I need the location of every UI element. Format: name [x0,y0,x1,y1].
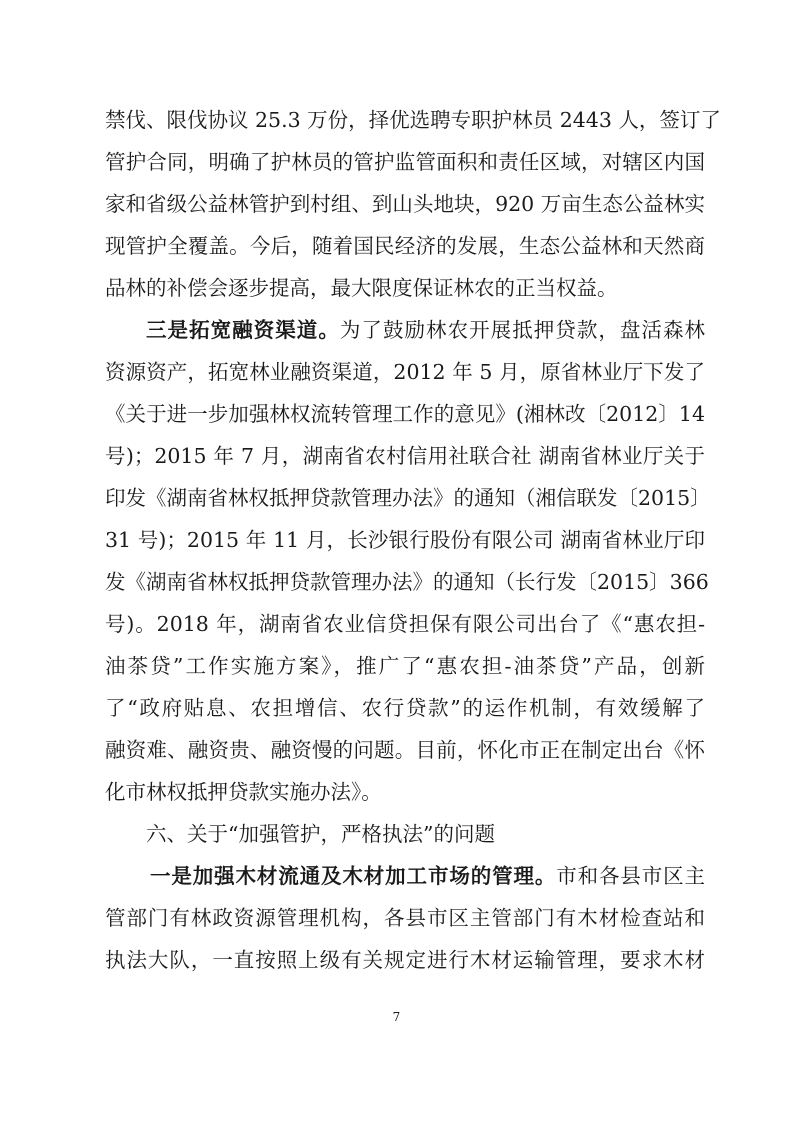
paragraph-line: 现管护全覆盖。今后，随着国民经济的发展，生态公益林和天然商 [105,234,705,258]
paragraph-line: 融资难、融资贵、融资慢的问题。目前，怀化市正在制定出台《怀 [105,738,705,762]
paragraph-line: 品林的补偿会逐步提高，最大限度保证林农的正当权益。 [105,276,618,300]
inline-heading: 一是加强木材流通及木材加工市场的管理。 [150,864,557,888]
paragraph-line: 油茶贷”工作实施方案》，推广了“惠农担-油茶贷”产品，创新 [105,654,705,678]
paragraph-line: 发《湖南省林权抵押贷款管理办法》的通知（长行发〔2015〕366 [105,570,709,594]
paragraph-line: 号)；2015 年 7 月，湖南省农村信用社联合社 湖南省林业厅关于 [105,444,705,468]
paragraph-text: 市和各县市区主 [556,864,705,888]
paragraph-line: 管部门有林政资源管理机构，各县市区主管部门有木材检查站和 [105,906,705,930]
inline-heading: 三是拓宽融资渠道。 [146,318,340,342]
paragraph-line: 31 号)；2015 年 11 月，长沙银行股份有限公司 湖南省林业厅印 [105,528,705,552]
paragraph-line: 资源资产，拓宽林业融资渠道，2012 年 5 月，原省林业厅下发了 [105,360,705,384]
paragraph-line: 号)。2018 年，湖南省农业信贷担保有限公司出台了《“惠农担- [105,612,705,636]
paragraph-line: 《关于进一步加强林权流转管理工作的意见》(湘林改〔2012〕14 [105,402,705,426]
paragraph-line: 禁伐、限伐协议 25.3 万份，择优选聘专职护林员 2443 人，签订了 [105,108,721,132]
paragraph-line: 家和省级公益林管护到村组、到山头地块，920 万亩生态公益林实 [105,192,705,216]
paragraph-line: 管护合同，明确了护林员的管护监管面积和责任区域，对辖区内国 [105,150,705,174]
paragraph-line-with-heading [150,862,705,890]
page-number: 7 [392,1010,401,1024]
section-heading: 六、关于“加强管护，严格执法”的问题 [146,822,495,846]
paragraph-text: 为了鼓励林农开展抵押贷款，盘活森林 [339,318,706,342]
paragraph-line: 了“政府贴息、农担增信、农行贷款”的运作机制，有效缓解了 [105,696,705,720]
paragraph-line-with-heading [146,316,705,344]
paragraph-line: 印发《湖南省林权抵押贷款管理办法》的通知（湘信联发〔2015〕 [105,486,711,510]
paragraph-line: 化市林权抵押贷款实施办法》。 [105,780,382,804]
paragraph-line: 执法大队，一直按照上级有关规定进行木材运输管理，要求木材 [105,948,705,972]
